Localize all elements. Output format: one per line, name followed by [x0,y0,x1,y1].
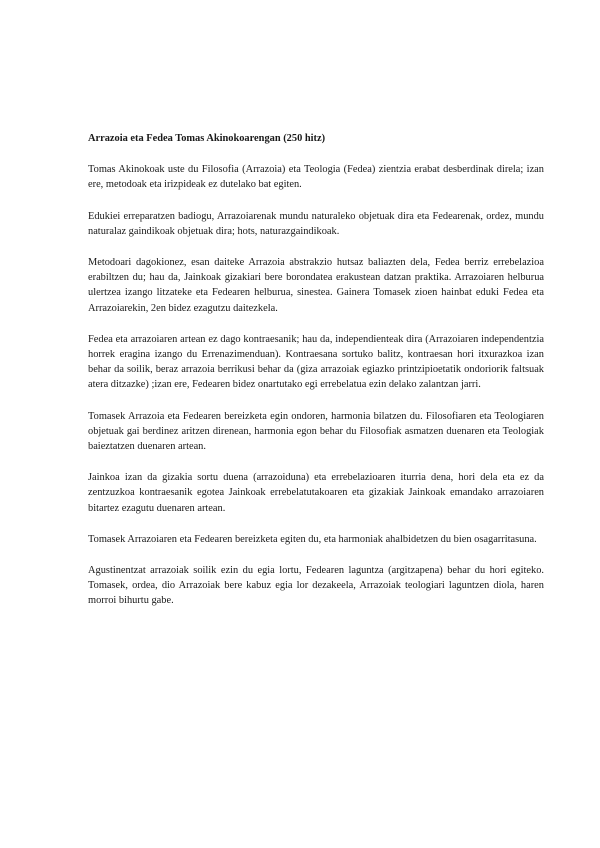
paragraph-6: Jainkoa izan da gizakia sortu duena (arrazoiduna) eta errebelazioaren iturria dena, hori dela eta ez da zentzuzkoa kontraesanik egotea Jainkoak errebelatutakoaren eta gizakiak Jainkoak emandako arrazoiaren bitartez ezagutu duenaren artean. [88,472,544,514]
paragraph-3: Metodoari dagokionez, esan daiteke Arrazoia abstrakzio hutsaz baliazten dela, Fedea berriz errebelazioa erabiltzen du; hau da, Jainkoak gizakiari bere borondatea erakustean datzan praktika. Arrazoiaren helburua ulertzea izango litzateke eta Fedearen helburua, sinestea. Gainera Tomasek zioen hainbat eduki Fedea eta Arrazoiarekin, 2en bidez ezagutzu daitezkela. [88,257,544,314]
paragraph-4: Fedea eta arrazoiaren artean ez dago kontraesanik; hau da, independienteak dira (Arrazoiaren independentzia horrek eragina izango du Errenazimenduan). Kontraesana sortuko balitz, kontraesan hori itxurazkoa izan behar da soilik, beraz arrazoia berrikusi behar da (giza arrazoiak egiazko printzipioetatik ondoriorik faltsuak atera ditzazke) ;izan ere, Fedearen bidez onartutako egi errebelatua ezin delako zalantzan jarri. [88,333,544,391]
paragraph-1: Tomas Akinokoak uste du Filosofia (Arrazoia) eta Teologia (Fedea) zientzia erabat desberdinak direla; izan ere, metodoak eta irizpideak ez dutelako bat egiten. [88,164,544,191]
paragraph-5: Tomasek Arrazoia eta Fedearen bereizketa egin ondoren, harmonia bilatzen du. Filosofiaren eta Teologiaren objetuak gai berdinez aritzen direnean, harmonia egon behar du Filosofiak asmatzen duenaren eta Teologiak baieztatzen duenaren artean. [88,410,544,453]
document-title: Arrazoia eta Fedea Tomas Akinokoarengan (250 hitz) [88,133,326,144]
paragraph-8: Agustinentzat arrazoiak soilik ezin du egia lortu, Fedearen laguntza (argitzapena) behar du hori egiteko. Tomasek, ordea, dio Arrazoiak bere kabuz egia lor dezakeela, Arrazoiak teologiari laguntzen diola, haren morroi bihurtu gabe. [88,565,544,607]
paragraph-2: Edukiei erreparatzen badiogu, Arrazoiarenak mundu naturaleko objetuak dira eta Fedearenak, ordez, mundu naturalaz gaindikoak objetuak dira; hots, naturazgaindikoak. [88,210,544,237]
document-body [88,131,544,625]
paragraph-7: Tomasek Arrazoiaren eta Fedearen bereizketa egiten du, eta harmoniak ahalbidetzen du bien osagarritasuna. [88,533,537,545]
